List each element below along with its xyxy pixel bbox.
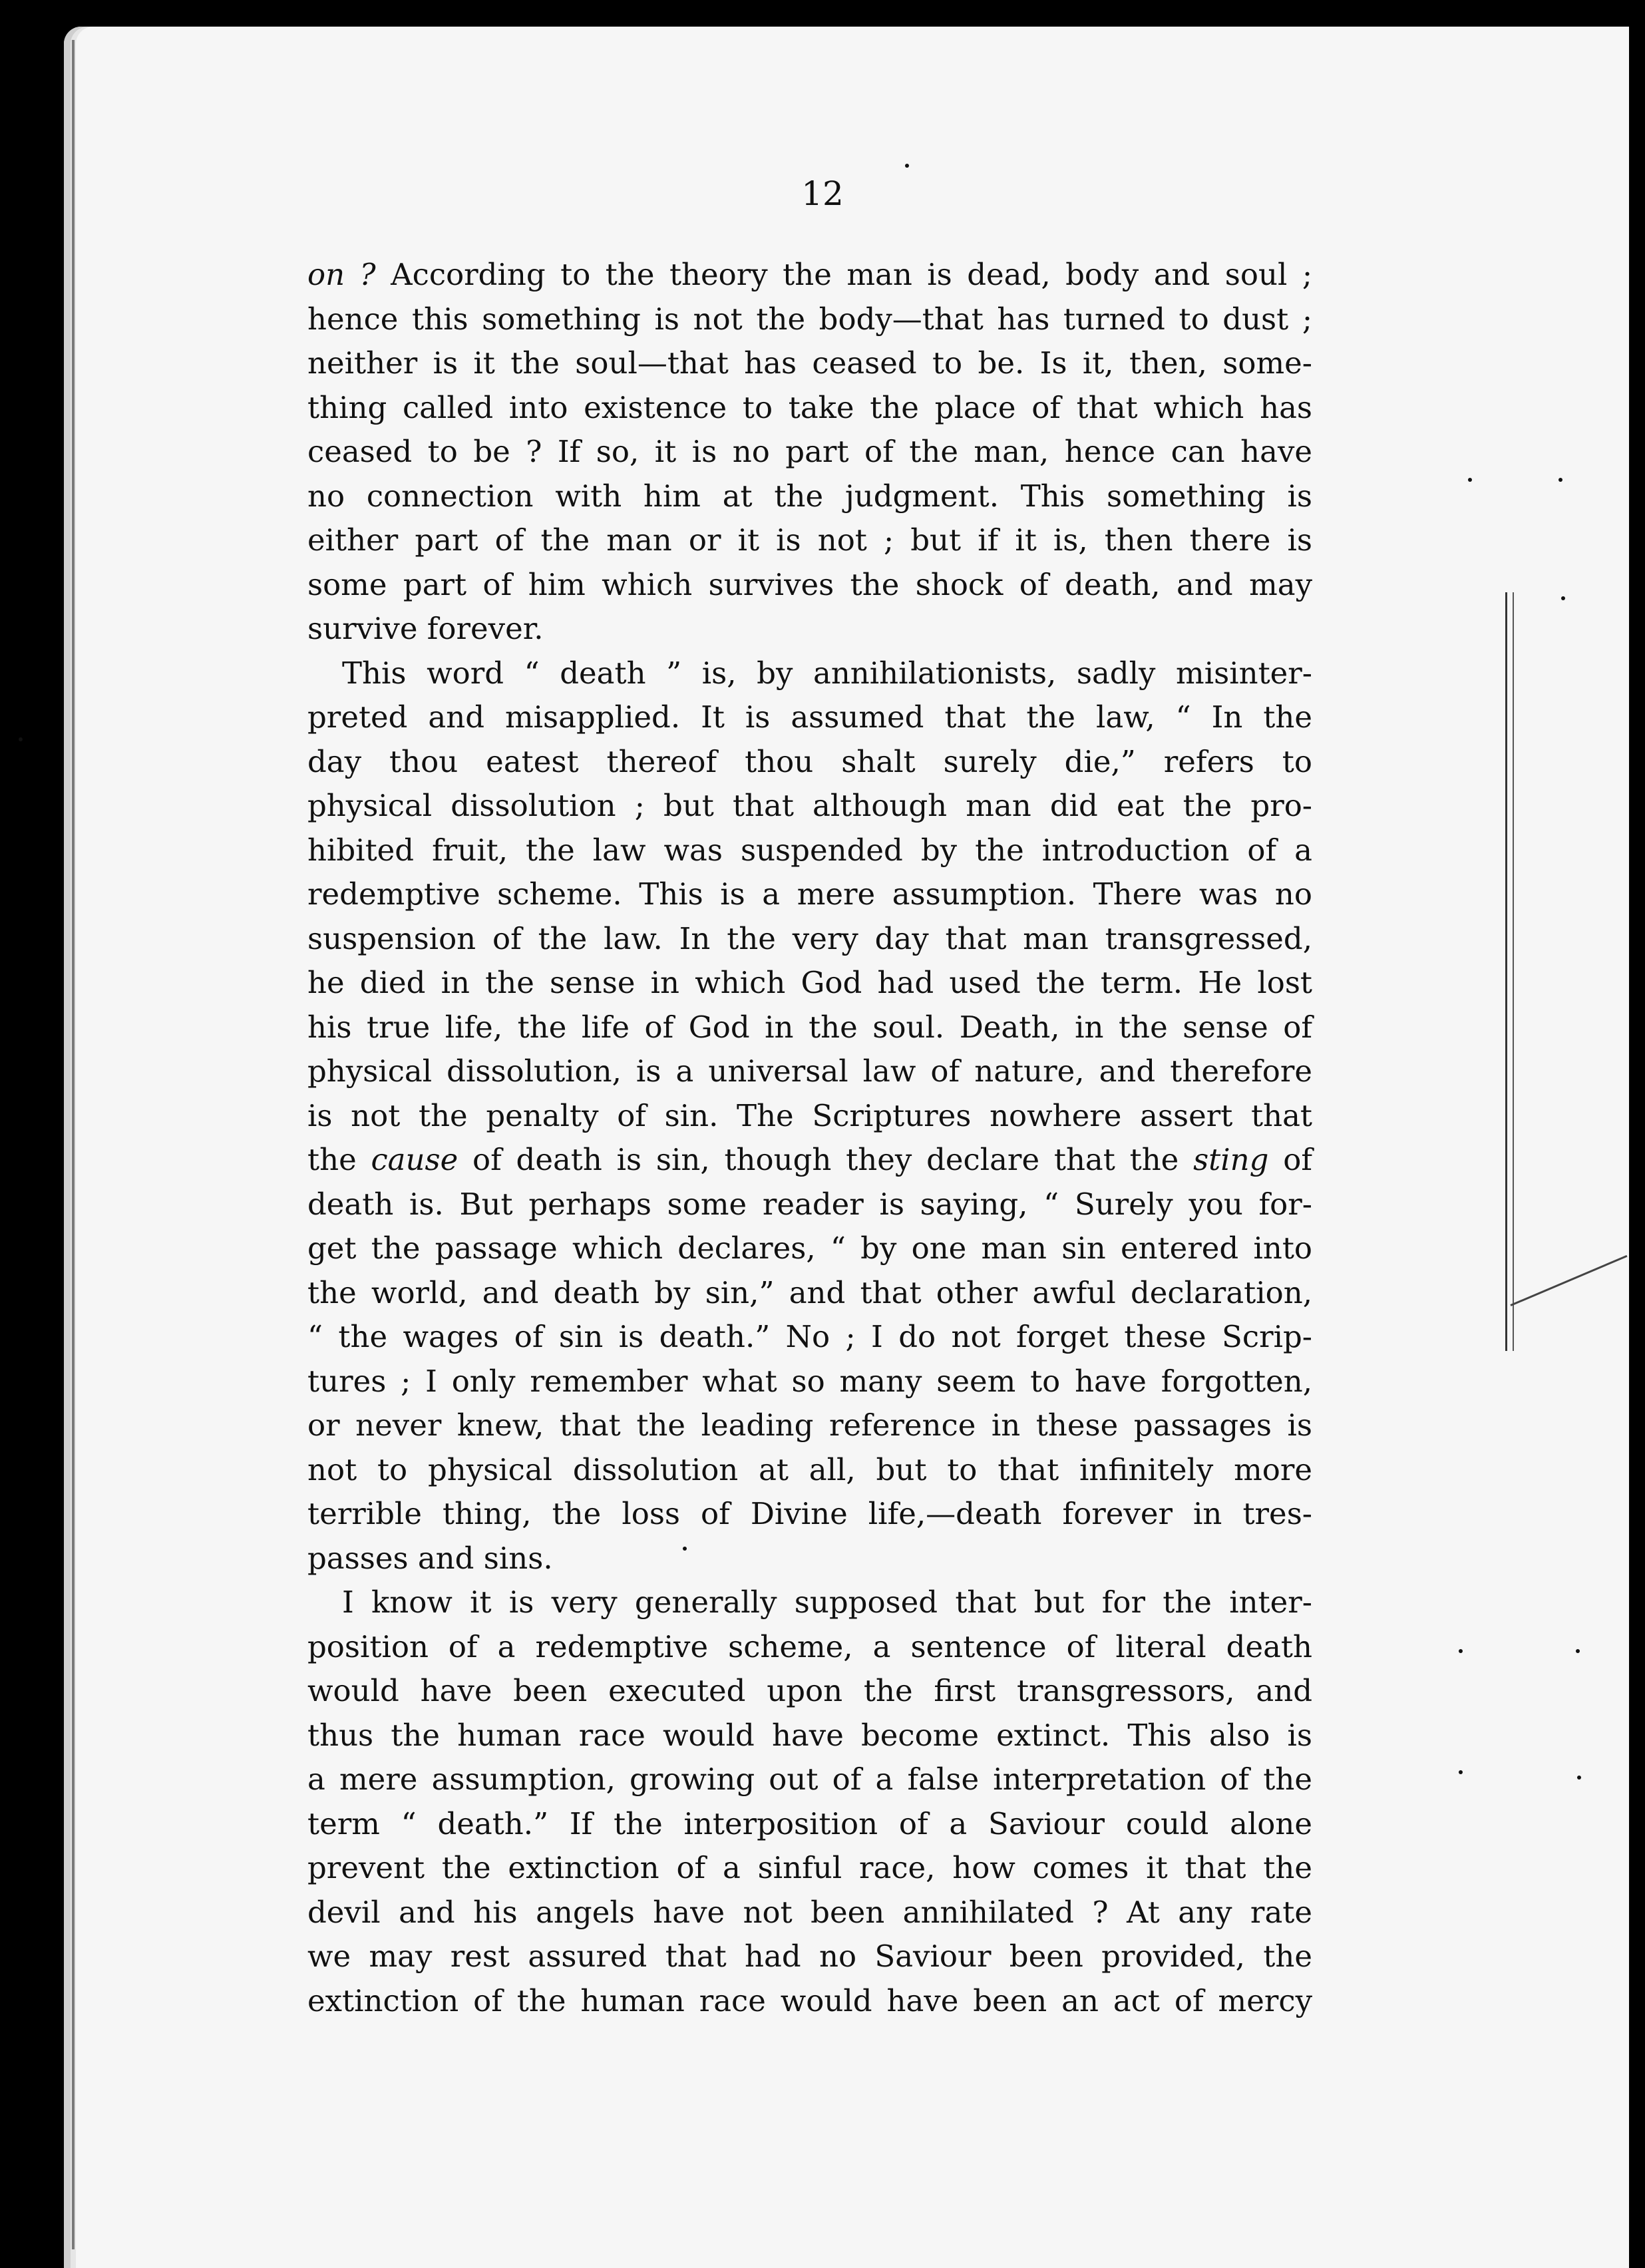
print-speck [1577,1776,1581,1780]
text-run: hibited fruit, the law was suspended by the introduction of a [307,832,1312,868]
text-line [307,695,1312,740]
text-run: death is. But perhaps some reader is saying, “ Surely you for- [307,1186,1312,1222]
text-line [307,253,1312,297]
text-line [307,784,1312,829]
text-run: thing called into existence to take the place of that which has [307,389,1312,425]
text-run: “ the wages of sin is death.” No ; I do not forget these Scrip- [307,1319,1312,1354]
page-number: 12 [801,174,844,213]
text-line [307,872,1312,917]
text-line [307,1138,1312,1183]
text-run: physical dissolution, is a universal law of nature, and therefore [307,1053,1312,1089]
text-run: suspension of the law. In the very day that man transgressed, [307,920,1312,956]
body-text [307,253,1312,2023]
italic-text: cause [371,1142,458,1177]
text-run: or never knew, that the leading reference in these passages is [307,1408,1312,1443]
text-run: we may rest assured that had no Saviour been provided, the [307,1939,1312,1974]
text-run: the [307,1142,371,1177]
text-line [307,474,1312,519]
text-run: hence this something is not the body—that has turned to dust ; [307,301,1312,337]
text-line [307,297,1312,342]
text-line [307,1183,1312,1227]
text-line [307,917,1312,962]
text-run: extinction of the human race would have been an act of mercy [307,1983,1312,2018]
text-run: According to the theory the man is dead, body and soul ; [375,257,1312,292]
text-line [307,1669,1312,1714]
text-run: redemptive scheme. This is a mere assumption. There was no [307,876,1312,912]
text-line [307,740,1312,785]
text-run: terrible thing, the loss of Divine life,—death forever in tres- [307,1496,1312,1531]
text-line [307,1758,1312,1802]
text-line [307,1049,1312,1094]
text-line [307,1227,1312,1271]
text-run: would have been executed upon the first transgressors, and [307,1673,1312,1708]
text-line [307,430,1312,474]
text-run: term “ death.” If the interposition of a Saviour could alone [307,1805,1312,1841]
text-run: tures ; I only remember what so many seem to have forgotten, [307,1363,1312,1399]
text-run: prevent the extinction of a sinful race, how comes it that the [307,1850,1312,1885]
text-line [307,1802,1312,1847]
italic-text: sting [1193,1142,1269,1177]
text-run: ceased to be ? If so, it is no part of the man, hence can have [307,434,1312,469]
text-line [307,1891,1312,1935]
text-run: This word “ death ” is, by annihilationists, sadly misinter- [342,655,1312,691]
text-run: thus the human race would have become extinct. This also is [307,1717,1312,1753]
binding-edge [72,40,75,2249]
page-edge-mark [1505,592,1514,1351]
text-run: get the passage which declares, “ by one man sin entered into [307,1230,1312,1266]
text-line [307,1271,1312,1316]
text-run: preted and misapplied. It is assumed that the law, “ In the [307,699,1312,735]
text-run: devil and his angels have not been annihilated ? At any rate [307,1894,1312,1930]
text-run: day thou eatest thereof thou shalt surely die,” refers to [307,743,1312,779]
text-line [307,1094,1312,1139]
text-line [307,563,1312,608]
text-line [307,1846,1312,1891]
italic-text: on ? [307,257,376,292]
text-run: a mere assumption, growing out of a false interpretation of the [307,1762,1312,1797]
print-speck [19,737,23,741]
text-line [307,1492,1312,1537]
text-run: no connection with him at the judgment. This something is [307,478,1312,514]
text-run: is not the penalty of sin. The Scriptures nowhere assert that [307,1097,1312,1133]
text-run: of death is sin, though they declare that the [458,1142,1194,1177]
text-run: passes and sins. [307,1540,553,1576]
text-run: his true life, the life of God in the soul. Death, in the sense of [307,1009,1312,1045]
text-run: I know it is very generally supposed that but for the inter- [342,1585,1312,1620]
text-run: neither is it the soul—that has ceased to be. Is it, then, some- [307,345,1312,381]
text-line [307,1404,1312,1448]
text-run: survive forever. [307,611,544,646]
text-line [307,961,1312,1006]
print-speck [1459,1649,1463,1653]
text-line [307,1315,1312,1360]
text-run: some part of him which survives the shock of death, and may [307,566,1312,602]
text-line [307,1935,1312,1979]
text-line [307,829,1312,873]
text-line [307,518,1312,563]
print-speck [1576,1649,1580,1653]
text-line [307,341,1312,386]
text-line [307,607,1312,652]
text-line [307,1360,1312,1404]
print-speck [1558,478,1562,482]
print-speck [905,164,909,168]
text-line [307,386,1312,431]
text-line [307,1537,1312,1581]
text-line [307,1714,1312,1758]
text-run: either part of the man or it is not ; but if it is, then there is [307,522,1312,558]
text-line [307,1581,1312,1625]
text-run: he died in the sense in which God had used the term. He lost [307,965,1312,1000]
text-line [307,1625,1312,1670]
text-run: the world, and death by sin,” and that other awful declaration, [307,1274,1312,1310]
text-line [307,1448,1312,1493]
text-line [307,652,1312,696]
print-speck [1468,478,1472,482]
text-line [307,1006,1312,1050]
text-run: physical dissolution ; but that although man did eat the pro- [307,788,1312,823]
print-speck [1459,1770,1463,1774]
text-run: not to physical dissolution at all, but to that infinitely more [307,1451,1312,1487]
text-run: of [1268,1142,1312,1177]
text-run: position of a redemptive scheme, a sentence of literal death [307,1628,1312,1664]
text-line [307,1979,1312,2024]
print-speck [1561,596,1565,600]
